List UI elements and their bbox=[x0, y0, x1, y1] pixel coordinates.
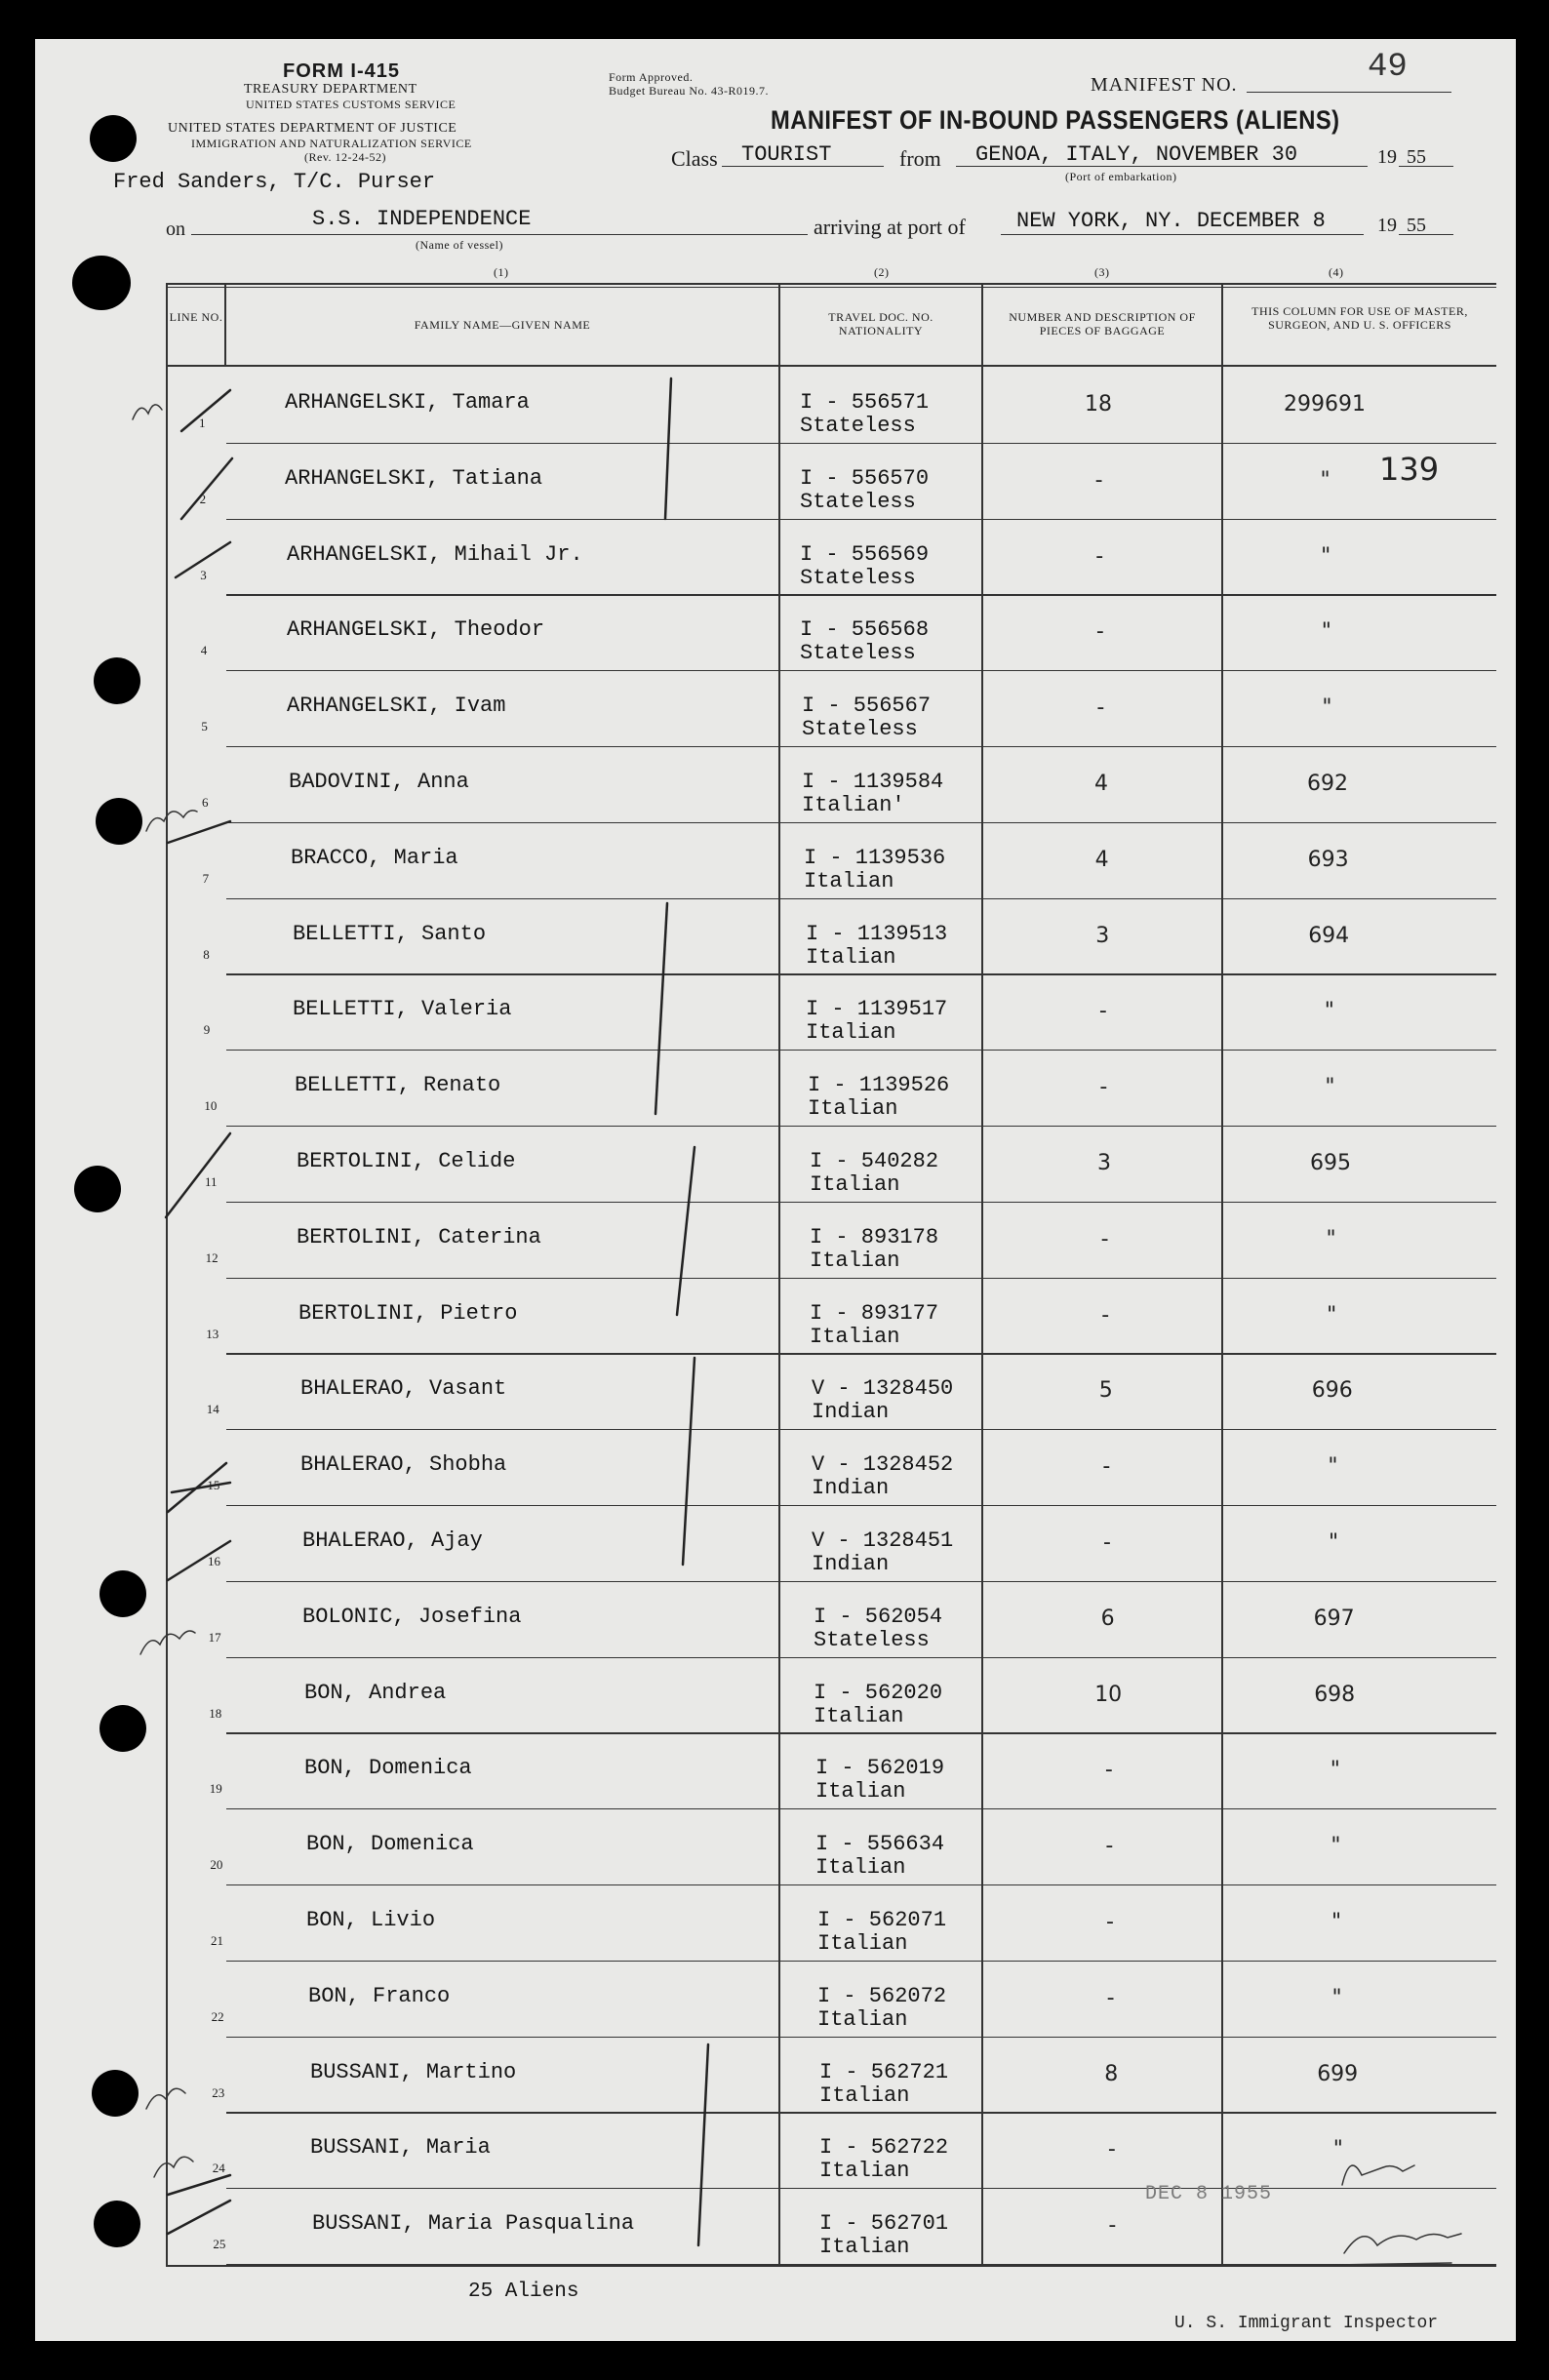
travel-doc-number: I - 562019 bbox=[815, 1756, 945, 1781]
nationality: Italian bbox=[810, 1324, 900, 1349]
header-line-no: LINE NO. bbox=[169, 310, 223, 324]
officer-entry: 692 bbox=[1307, 772, 1348, 796]
baggage-count: - bbox=[1095, 619, 1104, 645]
budget-bureau: Budget Bureau No. 43-R019.7. bbox=[609, 84, 769, 98]
bracket-stroke bbox=[665, 378, 671, 519]
nationality: Italian' bbox=[802, 793, 905, 817]
header-travel-doc: TRAVEL DOC. NO. bbox=[828, 310, 933, 324]
passenger-name: BERTOLINI, Pietro bbox=[298, 1300, 518, 1326]
line-number: 8 bbox=[203, 946, 210, 962]
line-number: 13 bbox=[206, 1326, 219, 1341]
nationality: Italian bbox=[819, 2159, 910, 2184]
officer-entry: 693 bbox=[1307, 847, 1349, 872]
officer-entry: " bbox=[1331, 1985, 1342, 2010]
travel-doc-number: V - 1328450 bbox=[812, 1376, 954, 1402]
vessel-name: S.S. INDEPENDENCE bbox=[312, 207, 532, 231]
passenger-name: BHALERAO, Ajay bbox=[302, 1528, 483, 1553]
line-number: 15 bbox=[207, 1478, 220, 1493]
travel-doc-number: I - 893177 bbox=[810, 1300, 939, 1326]
passenger-name: BRACCO, Maria bbox=[291, 845, 458, 870]
check-stroke bbox=[168, 1463, 226, 1512]
passenger-name: BUSSANI, Maria Pasqualina bbox=[312, 2211, 635, 2237]
nationality: Italian bbox=[817, 1931, 908, 1956]
line-number: 20 bbox=[210, 1857, 223, 1873]
officer-entry: " bbox=[1330, 1758, 1340, 1783]
line-number: 17 bbox=[208, 1629, 221, 1645]
passenger-name: ARHANGELSKI, Theodor bbox=[287, 617, 545, 643]
check-stroke bbox=[168, 821, 230, 843]
handwritten-initials bbox=[133, 405, 162, 419]
nationality: Italian bbox=[819, 2082, 910, 2108]
officer-entry: 698 bbox=[1314, 1682, 1356, 1707]
baggage-count: 18 bbox=[1085, 392, 1112, 416]
nationality: Stateless bbox=[800, 414, 916, 438]
col-num-4: (4) bbox=[1329, 265, 1344, 279]
nationality: Italian bbox=[815, 1855, 906, 1881]
line-number: 12 bbox=[205, 1250, 218, 1265]
passenger-name: BELLETTI, Renato bbox=[295, 1073, 501, 1098]
baggage-count: - bbox=[1105, 1834, 1114, 1859]
form-number: FORM I-415 bbox=[283, 60, 401, 82]
officer-entry: 699 bbox=[1317, 2061, 1359, 2086]
passenger-name: BHALERAO, Shobha bbox=[300, 1452, 507, 1478]
officer-entry: 695 bbox=[1310, 1151, 1351, 1175]
handwritten-initials bbox=[146, 811, 197, 831]
nationality: Italian bbox=[817, 2006, 908, 2032]
baggage-count: - bbox=[1104, 1758, 1113, 1783]
signature-underline bbox=[1334, 2263, 1451, 2265]
baggage-count: - bbox=[1106, 1910, 1114, 1934]
bracket-stroke bbox=[683, 1358, 695, 1565]
manifest-no-value: 49 bbox=[1368, 49, 1408, 86]
line-number: 16 bbox=[208, 1554, 220, 1568]
header-officers: THIS COLUMN FOR USE OF MASTER, SURGEON, AND U. S. OFFICERS bbox=[1251, 304, 1468, 332]
officer-entry: " bbox=[1331, 1834, 1341, 1859]
line-number: 23 bbox=[212, 2084, 225, 2100]
nationality: Stateless bbox=[800, 565, 916, 590]
line-number: 19 bbox=[209, 1781, 222, 1797]
nationality: Italian bbox=[806, 944, 896, 970]
travel-doc-number: I - 562072 bbox=[817, 1983, 947, 2008]
travel-doc-number: I - 556568 bbox=[800, 617, 930, 643]
line-number: 6 bbox=[202, 795, 209, 810]
officer-entry: " bbox=[1326, 1226, 1336, 1251]
nationality: Stateless bbox=[814, 1627, 930, 1652]
nationality: Italian bbox=[806, 1020, 896, 1046]
line-number: 11 bbox=[205, 1174, 218, 1189]
passenger-name: BERTOLINI, Caterina bbox=[297, 1224, 541, 1250]
line-number: 18 bbox=[209, 1705, 222, 1721]
passenger-name: BUSSANI, Maria bbox=[310, 2135, 491, 2161]
dept-justice-sub: IMMIGRATION AND NATURALIZATION SERVICE bbox=[191, 137, 472, 150]
officer-entry: 299691 bbox=[1284, 392, 1366, 416]
nationality: Italian bbox=[808, 1096, 898, 1122]
baggage-count: - bbox=[1103, 1530, 1111, 1555]
on-label: on bbox=[166, 218, 185, 240]
baggage-count: - bbox=[1095, 543, 1104, 569]
baggage-count: - bbox=[1106, 1985, 1115, 2010]
arriving-year-prefix: 19 bbox=[1377, 215, 1397, 236]
travel-doc-number: V - 1328451 bbox=[812, 1528, 954, 1553]
handwritten-initials bbox=[140, 1631, 195, 1654]
nationality: Italian bbox=[819, 2235, 910, 2260]
line-number: 24 bbox=[212, 2161, 225, 2176]
arriving-year: 55 bbox=[1407, 215, 1426, 236]
baggage-count: 4 bbox=[1094, 847, 1109, 872]
col-num-3: (3) bbox=[1094, 265, 1110, 279]
officer-entry: " bbox=[1324, 999, 1334, 1024]
baggage-count: - bbox=[1107, 2137, 1116, 2162]
officer-entry: " bbox=[1321, 619, 1331, 645]
nationality: Indian bbox=[812, 1552, 890, 1576]
travel-doc-number: I - 1139526 bbox=[808, 1073, 950, 1098]
passenger-name: BON, Livio bbox=[306, 1908, 436, 1932]
line-number: 4 bbox=[200, 643, 208, 658]
travel-doc-number: I - 1139584 bbox=[802, 770, 944, 794]
passenger-name: BERTOLINI, Celide bbox=[297, 1149, 516, 1173]
passenger-name: BOLONIC, Josefina bbox=[302, 1604, 522, 1629]
nationality: Italian bbox=[810, 1248, 900, 1273]
travel-doc-number: V - 1328452 bbox=[812, 1452, 954, 1478]
passenger-name: BON, Andrea bbox=[304, 1680, 447, 1705]
nationality: Stateless bbox=[800, 641, 916, 666]
officer-entry: " bbox=[1321, 543, 1331, 569]
passenger-name: ARHANGELSKI, Mihail Jr. bbox=[287, 541, 583, 567]
class-label: Class bbox=[671, 146, 718, 171]
header-baggage: NUMBER AND DESCRIPTION OF PIECES OF BAGGAGE bbox=[1009, 310, 1196, 337]
dept-justice: UNITED STATES DEPARTMENT OF JUSTICE bbox=[168, 121, 457, 136]
passenger-name: BELLETTI, Valeria bbox=[293, 997, 512, 1022]
travel-doc-number: I - 1139517 bbox=[806, 997, 948, 1022]
line-number: 1 bbox=[199, 416, 206, 430]
check-stroke bbox=[166, 1133, 230, 1217]
nationality: Stateless bbox=[802, 717, 918, 742]
bracket-stroke bbox=[655, 903, 667, 1114]
handwritten-initials bbox=[146, 2088, 185, 2109]
travel-doc-number: I - 562701 bbox=[819, 2211, 949, 2237]
travel-doc-number: I - 562020 bbox=[814, 1680, 943, 1705]
travel-doc-number: I - 556567 bbox=[802, 694, 932, 719]
travel-doc-number: I - 562722 bbox=[819, 2135, 949, 2161]
baggage-count: 3 bbox=[1095, 923, 1110, 948]
nationality: Stateless bbox=[800, 489, 916, 514]
travel-doc-number: I - 540282 bbox=[810, 1149, 939, 1173]
travel-doc-number: I - 893178 bbox=[810, 1224, 939, 1250]
from-value: GENOA, ITALY, NOVEMBER 30 bbox=[975, 142, 1298, 167]
baggage-count: 8 bbox=[1104, 2061, 1119, 2086]
col-num-1: (1) bbox=[494, 265, 509, 279]
officer-entry: " bbox=[1327, 1302, 1337, 1328]
dept-treasury-sub: UNITED STATES CUSTOMS SERVICE bbox=[246, 98, 457, 111]
passenger-name: BON, Domenica bbox=[304, 1756, 472, 1781]
check-stroke bbox=[176, 542, 230, 577]
line-number: 7 bbox=[202, 870, 210, 886]
officer-entry: " bbox=[1325, 1075, 1335, 1100]
travel-doc-number: I - 556634 bbox=[815, 1832, 945, 1857]
passenger-name: BADOVINI, Anna bbox=[289, 770, 469, 794]
header-name: FAMILY NAME—GIVEN NAME bbox=[414, 318, 591, 332]
baggage-count: 6 bbox=[1100, 1606, 1115, 1631]
header-nationality: NATIONALITY bbox=[838, 324, 924, 337]
manifest-title: MANIFEST OF IN-BOUND PASSENGERS (ALIENS) bbox=[771, 105, 1340, 135]
baggage-count: - bbox=[1108, 2213, 1117, 2239]
nationality: Italian bbox=[804, 868, 894, 893]
total-aliens: 25 Aliens bbox=[468, 2281, 579, 2303]
officer-entry: " bbox=[1320, 467, 1331, 493]
officer-entry: " bbox=[1331, 1910, 1342, 1934]
manifest-no-label: MANIFEST NO. bbox=[1091, 74, 1238, 96]
col-num-2: (2) bbox=[874, 265, 890, 279]
line-number: 21 bbox=[211, 1933, 223, 1948]
handwritten-initials bbox=[154, 2157, 193, 2177]
handwritten-time bbox=[1342, 2165, 1414, 2185]
inspection-date-stamp: DEC 8 1955 bbox=[1145, 2183, 1273, 2205]
passenger-name: BELLETTI, Santo bbox=[293, 921, 487, 946]
dept-treasury: TREASURY DEPARTMENT bbox=[244, 82, 417, 97]
baggage-count: - bbox=[1102, 1454, 1111, 1480]
side-number: 139 bbox=[1379, 451, 1440, 488]
check-stroke bbox=[168, 1541, 230, 1580]
travel-doc-number: I - 556570 bbox=[800, 465, 930, 491]
passenger-name: ARHANGELSKI, Tamara bbox=[285, 390, 530, 415]
line-number: 10 bbox=[204, 1098, 218, 1114]
form-approved: Form Approved. bbox=[609, 70, 694, 84]
line-number: 2 bbox=[199, 491, 207, 506]
travel-doc-number: I - 562721 bbox=[819, 2059, 949, 2084]
check-stroke bbox=[181, 390, 230, 431]
check-stroke bbox=[181, 458, 232, 519]
travel-doc-number: I - 562054 bbox=[814, 1604, 943, 1629]
bracket-stroke bbox=[677, 1147, 695, 1315]
passenger-name: BUSSANI, Martino bbox=[310, 2059, 517, 2084]
baggage-count: - bbox=[1099, 1075, 1108, 1100]
purser: Fred Sanders, T/C. Purser bbox=[113, 170, 436, 194]
passenger-name: BON, Franco bbox=[308, 1983, 451, 2008]
baggage-count: 5 bbox=[1098, 1378, 1113, 1404]
nationality: Italian bbox=[815, 1779, 906, 1805]
vessel-note: (Name of vessel) bbox=[416, 238, 503, 252]
bracket-stroke bbox=[698, 2044, 708, 2245]
line-number: 14 bbox=[206, 1402, 219, 1417]
port-embarkation-note: (Port of embarkation) bbox=[1065, 170, 1177, 183]
revision: (Rev. 12-24-52) bbox=[304, 150, 387, 164]
passenger-name: ARHANGELSKI, Tatiana bbox=[285, 465, 543, 491]
travel-doc-number: I - 1139536 bbox=[804, 845, 946, 870]
officer-entry: " bbox=[1328, 1454, 1338, 1480]
nationality: Indian bbox=[812, 1400, 890, 1425]
arriving-label: arriving at port of bbox=[814, 215, 966, 239]
baggage-count: - bbox=[1098, 999, 1107, 1024]
baggage-count: 4 bbox=[1094, 772, 1108, 796]
nationality: Indian bbox=[812, 1476, 890, 1501]
line-number: 5 bbox=[201, 719, 208, 734]
arriving-value: NEW YORK, NY. DECEMBER 8 bbox=[1016, 209, 1326, 233]
check-stroke bbox=[168, 2175, 230, 2195]
baggage-count: - bbox=[1100, 1226, 1109, 1251]
line-number: 9 bbox=[203, 1022, 211, 1038]
nationality: Italian bbox=[814, 1703, 904, 1728]
baggage-count: 10 bbox=[1094, 1682, 1123, 1707]
travel-doc-number: I - 556569 bbox=[800, 541, 930, 567]
travel-doc-number: I - 1139513 bbox=[806, 921, 948, 946]
line-number: 3 bbox=[200, 567, 207, 582]
officer-entry: 696 bbox=[1311, 1378, 1353, 1404]
baggage-count: - bbox=[1094, 467, 1103, 493]
passenger-name: ARHANGELSKI, Ivam bbox=[287, 694, 506, 719]
nationality: Italian bbox=[810, 1172, 900, 1197]
line-number: 22 bbox=[211, 2008, 224, 2024]
officer-entry: 694 bbox=[1308, 923, 1350, 948]
inspector-label: U. S. Immigrant Inspector bbox=[1174, 2314, 1439, 2333]
travel-doc-number: I - 562071 bbox=[817, 1908, 947, 1932]
officer-entry: " bbox=[1322, 695, 1332, 721]
baggage-count: - bbox=[1096, 695, 1105, 721]
line-number: 25 bbox=[213, 2237, 226, 2252]
check-stroke bbox=[168, 2201, 230, 2234]
passenger-name: BHALERAO, Vasant bbox=[300, 1376, 507, 1402]
baggage-count: - bbox=[1101, 1302, 1110, 1328]
class-value: TOURIST bbox=[741, 142, 832, 167]
travel-doc-number: I - 556571 bbox=[800, 390, 930, 415]
from-year-prefix: 19 bbox=[1377, 146, 1397, 168]
from-label: from bbox=[899, 146, 941, 171]
inspector-signature bbox=[1344, 2234, 1461, 2253]
officer-entry: " bbox=[1328, 1530, 1339, 1555]
passenger-name: BON, Domenica bbox=[306, 1832, 474, 1857]
officer-entry: " bbox=[1332, 2137, 1343, 2162]
officer-entry: 697 bbox=[1313, 1606, 1355, 1631]
from-year: 55 bbox=[1407, 146, 1426, 168]
baggage-count: 3 bbox=[1097, 1151, 1111, 1175]
